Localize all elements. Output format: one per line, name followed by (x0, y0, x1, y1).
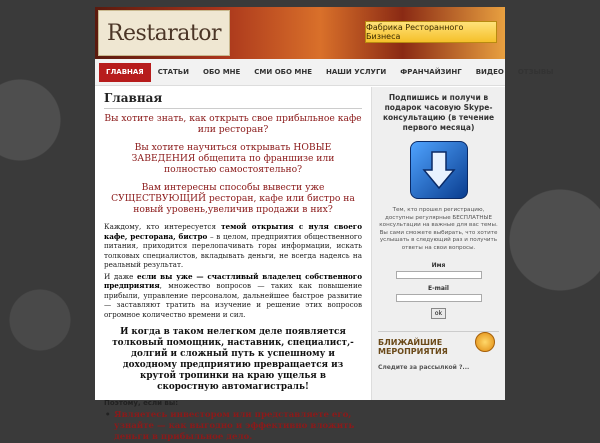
page-wrapper (95, 7, 554, 442)
nav-item-media[interactable]: СМИ ОБО МНЕ (254, 68, 312, 76)
name-label: Имя (431, 262, 446, 269)
paragraph-1-bold: темой открытия с нуля своего кафе, ресторана, бистро (104, 222, 362, 241)
paragraph-1-rest: – в целом, предприятия общественного питания, приходится перелопачивать горы информации, искать толковых специалистов, вкладывать деньги, не всегда надеясь на реальный результат. (104, 231, 362, 269)
nav-item-video[interactable]: ВИДЕО (475, 68, 504, 76)
site-logo[interactable] (98, 10, 230, 56)
sidebar (371, 87, 505, 400)
nav-item-services[interactable]: НАШИ УСЛУГИ (325, 68, 387, 76)
ok-button[interactable]: ok (431, 308, 446, 319)
paragraph-2-bold: если вы уже — счастливый владелец собственного предприятия (104, 271, 362, 290)
nav-item-articles[interactable]: СТАТЬИ (157, 68, 190, 76)
nav-item-franchising[interactable]: ФРАНЧАЙЗИНГ (400, 68, 462, 76)
nav-item-about[interactable]: ОБО МНЕ (203, 68, 241, 76)
events-subtext: Следите за рассылкой ?... (378, 364, 470, 371)
nav-item-home[interactable]: ГЛАВНАЯ (99, 63, 151, 82)
logo-text: Restarator (106, 20, 222, 46)
subscribe-description: Тем, кто прошел регистрацию, доступны регулярные БЕСПЛАТНЫЕ консультации на важные для вас темы. Вы сами сможете выбирать, что хотите услышать в следующий раз и получить ответы на свои вопросы. (379, 207, 498, 251)
question-3: Вам интересны способы вывести уже СУЩЕСТВУЮЩИЙ ресторан, кафе или бистро на новый уровень,увеличив продажи в них? (111, 182, 355, 215)
email-label: E-mail (427, 285, 449, 292)
helper-statement: И когда в таком нелегком деле появляется толковый помощник, наставник, специалист,- долгий и сложный путь к успешному и доходному предприятию превращается из крутой тропинки на краю ущелья в скоростную автомагистраль! (112, 327, 354, 392)
download-arrow-icon (410, 141, 468, 199)
paragraph-2-text: И даже (104, 271, 138, 281)
events-section (378, 331, 499, 371)
paragraph-2 (104, 272, 362, 320)
paragraph-1 (104, 222, 362, 270)
page-title: Главная (104, 91, 362, 109)
events-title: БЛИЖАЙШИЕ МЕРОПРИЯТИЯ (378, 338, 448, 356)
question-2: Вы хотите научиться открывать НОВЫЕ ЗАВЕДЕНИЯ общепита по франшизе или полностью самостоятельно? (131, 142, 335, 175)
subscribe-heading: Подпишись и получи в подарок часовую Skype-консультацию (в течение первого месяца) (382, 93, 495, 132)
email-field[interactable] (396, 294, 482, 302)
name-field[interactable] (396, 271, 482, 279)
nav-item-reviews[interactable]: ОТЗЫВЫ (517, 68, 554, 76)
medal-icon (475, 332, 495, 352)
therefore-label: Поэтому, если вы: (104, 399, 178, 407)
tagline-banner: Фабрика Ресторанного Бизнеса (365, 21, 497, 43)
paragraph-1-text: Каждому, кто интересуется (104, 222, 222, 231)
paragraph-2-rest: , множество вопросов — таких как повышение прибыли, управление персоналом, дальнейшее быстрое развитие — заставляют тратить на изучение и решение этих вопросов огромное количество времени и сил. (104, 281, 362, 319)
question-1: Вы хотите знать, как открыть свое прибыльное кафе или ресторан? (104, 113, 362, 135)
bullet-item: • Являетесь инвестором или представляете его, узнайте — как выгодно и эффективно вложить деньги в прибыльное дело. (104, 410, 362, 443)
main-content (99, 87, 367, 442)
main-nav (95, 59, 554, 86)
site-header (95, 7, 505, 59)
